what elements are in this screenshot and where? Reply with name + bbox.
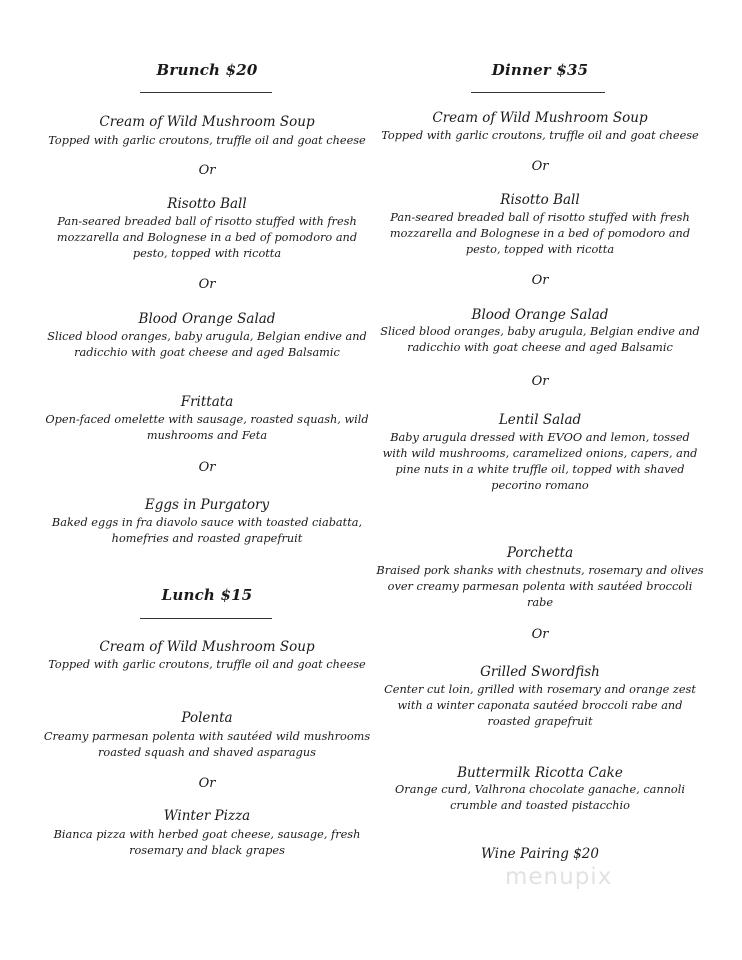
menu-item-desc: Sliced blood oranges, baby arugula, Belgian endive and xyxy=(380,325,700,338)
menu-item-name: Cream of Wild Mushroom Soup xyxy=(99,639,315,655)
menu-item-desc: Baked eggs in fra diavolo sauce with toasted ciabatta, xyxy=(51,516,363,529)
menu-item-desc: roasted squash and shaved asparagus xyxy=(98,746,316,759)
menu-item-desc: Pan-seared breaded ball of risotto stuffed with fresh xyxy=(390,211,690,224)
menu-item-name: Porchetta xyxy=(506,545,574,561)
dinner-divider xyxy=(471,92,605,93)
or-separator: Or xyxy=(531,627,549,642)
brunch-divider xyxy=(140,92,272,93)
menu-item-desc: pecorino romano xyxy=(491,479,589,492)
menu-item-desc: roasted grapefruit xyxy=(487,715,593,728)
menu-item-desc: Bianca pizza with herbed goat cheese, sausage, fresh xyxy=(53,828,361,841)
lunch-divider xyxy=(140,618,272,619)
menu-item-desc: Sliced blood oranges, baby arugula, Belgian endive and xyxy=(47,330,367,343)
menu-item-name: Grilled Swordfish xyxy=(480,664,600,680)
menu-item-desc: pesto, topped with ricotta xyxy=(465,243,615,256)
menu-item-name: Frittata xyxy=(180,394,234,410)
menu-item-desc: pine nuts in a white truffle oil, topped with shaved xyxy=(395,463,685,476)
menu-item-desc: rabe xyxy=(526,596,554,609)
brunch-title: Brunch $20 xyxy=(156,61,258,79)
or-separator: Or xyxy=(198,776,216,791)
or-separator: Or xyxy=(531,159,549,174)
menu-item-desc: radicchio with goat cheese and aged Balsamic xyxy=(407,341,673,354)
menu-item-desc: over creamy parmesan polenta with sautéed broccoli xyxy=(387,580,693,593)
or-separator: Or xyxy=(531,374,549,389)
menu-item-desc: mozzarella and Bolognese in a bed of pomodoro and xyxy=(56,231,358,244)
menu-item-name: Risotto Ball xyxy=(500,192,580,208)
menu-item-desc: Baby arugula dressed with EVOO and lemon, tossed xyxy=(390,431,690,444)
or-separator: Or xyxy=(198,277,216,292)
menu-item-desc: Braised pork shanks with chestnuts, rosemary and olives xyxy=(376,564,704,577)
menu-item-desc: Creamy parmesan polenta with sautéed wild mushrooms xyxy=(43,730,371,743)
menu-item-desc: with wild mushrooms, caramelized onions, capers, and xyxy=(382,447,698,460)
menu-item-desc: mushrooms and Feta xyxy=(146,429,268,442)
or-separator: Or xyxy=(198,460,216,475)
menu-item-desc: crumble and toasted pistacchio xyxy=(450,799,630,812)
menu-item-desc: rosemary and black grapes xyxy=(129,844,285,857)
menu-item-desc: Center cut loin, grilled with rosemary and orange zest xyxy=(384,683,696,696)
menu-item-desc: with a winter caponata sautéed broccoli rabe and xyxy=(397,699,683,712)
menu-item-desc: Pan-seared breaded ball of risotto stuffed with fresh xyxy=(57,215,357,228)
or-separator: Or xyxy=(198,163,216,178)
menu-item-desc: Topped with garlic croutons, truffle oil and goat cheese xyxy=(381,129,699,142)
menu-item-desc: homefries and roasted grapefruit xyxy=(111,532,303,545)
left-column xyxy=(40,0,374,960)
menu-item-name: Cream of Wild Mushroom Soup xyxy=(432,110,648,126)
menu-item-name: Eggs in Purgatory xyxy=(144,497,270,513)
watermark-logo: menupix xyxy=(505,864,613,890)
menu-item-name: Buttermilk Ricotta Cake xyxy=(457,765,623,781)
menu-item-name: Blood Orange Salad xyxy=(138,311,276,327)
right-column xyxy=(375,0,705,960)
menu-item-desc: Open-faced omelette with sausage, roasted squash, wild xyxy=(45,413,369,426)
menu-item-name: Polenta xyxy=(181,710,233,726)
wine-pairing: Wine Pairing $20 xyxy=(481,846,599,862)
menu-item-desc: mozzarella and Bolognese in a bed of pomodoro and xyxy=(389,227,691,240)
menu-item-desc: radicchio with goat cheese and aged Balsamic xyxy=(74,346,340,359)
or-separator: Or xyxy=(531,273,549,288)
menu-item-desc: Orange curd, Valhrona chocolate ganache, cannoli xyxy=(395,783,685,796)
menu-item-name: Lentil Salad xyxy=(498,412,582,428)
menu-item-desc: Topped with garlic croutons, truffle oil and goat cheese xyxy=(48,134,366,147)
menu-item-name: Cream of Wild Mushroom Soup xyxy=(99,114,315,130)
menu-item-name: Risotto Ball xyxy=(167,196,247,212)
menu-item-name: Blood Orange Salad xyxy=(471,307,609,323)
menu-item-name: Winter Pizza xyxy=(163,808,251,824)
menu-item-desc: Topped with garlic croutons, truffle oil and goat cheese xyxy=(48,658,366,671)
menu-item-desc: pesto, topped with ricotta xyxy=(132,247,282,260)
lunch-title: Lunch $15 xyxy=(161,586,253,604)
dinner-title: Dinner $35 xyxy=(491,61,589,79)
